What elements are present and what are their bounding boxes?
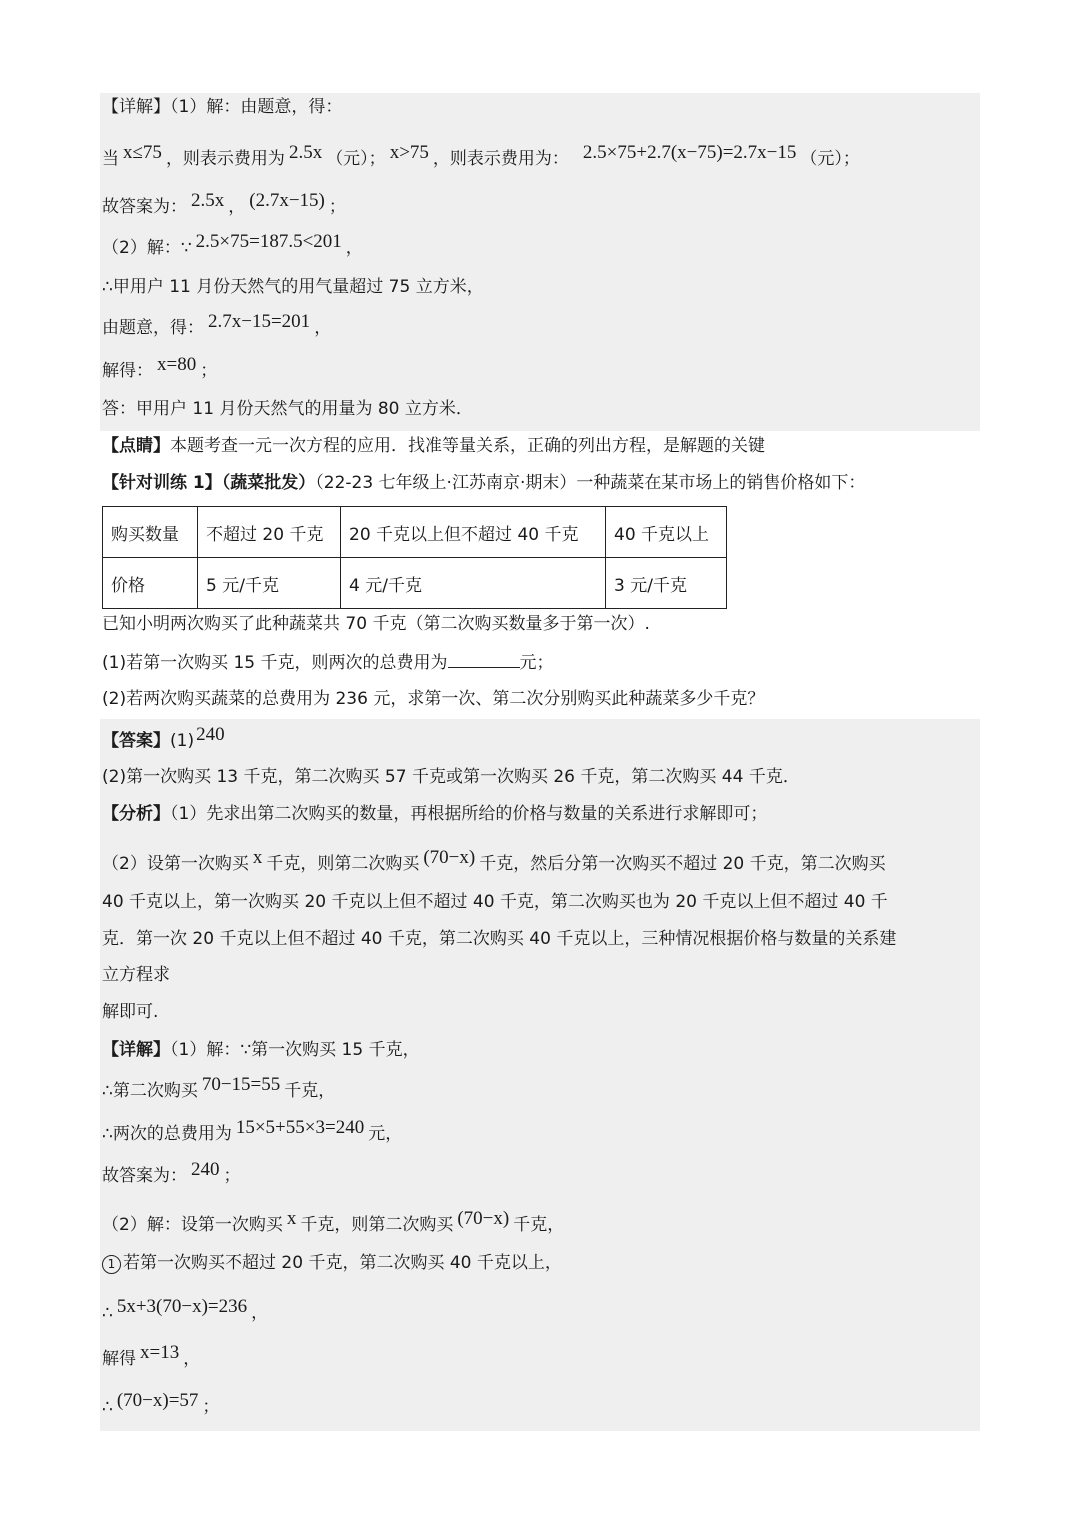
answer-blank — [448, 649, 520, 668]
table-cell: 40 千克以上 — [606, 507, 727, 558]
detail2-line-6: 1 若第一次购买不超过 20 千克，第二次购买 40 千克以上， — [102, 1250, 562, 1276]
table-cell: 不超过 20 千克 — [198, 507, 341, 558]
analysis-line-5: 立方程求 — [102, 965, 170, 985]
table-cell: 20 千克以上但不超过 40 千克 — [341, 507, 606, 558]
training-heading: 【针对训练 1】（蔬菜批发）（22-23 七年级上·江苏南京·期末）一种蔬菜在某市场上的销售价格如下： — [102, 473, 866, 493]
detail-line-2: 当 x≤75 ，则表示费用为 2.5x （元）； x>75 ，则表示费用为： 2.5×75+2.7(x−75)=2.7x−15 （元）； — [102, 142, 860, 169]
detail-line-3: 故答案为： 2.5x ， (2.7x−15) ； — [102, 190, 346, 217]
answer-line-1: 【答案】(1) 240 — [102, 724, 225, 751]
detail2-line-7: ∴ 5x+3(70−x)=236 ， — [102, 1296, 269, 1323]
detail2-line-9: ∴ (70−x)=57 ； — [102, 1390, 220, 1417]
detail2-line-4: 故答案为： 240 ； — [102, 1159, 241, 1186]
solution-block-1 — [100, 93, 980, 431]
analysis-line-6: 解即可. — [102, 1002, 159, 1022]
table-cell: 3 元/千克 — [606, 558, 727, 609]
detail-line-8: 答：甲用户 11 月份天然气的用量为 80 立方米． — [102, 399, 473, 419]
detail2-line-5: （2）解：设第一次购买 x 千克，则第二次购买 (70−x) 千克， — [102, 1208, 565, 1235]
table-row — [103, 558, 727, 609]
table-cell: 4 元/千克 — [341, 558, 606, 609]
detail2-line-8: 解得 x=13 ， — [102, 1342, 201, 1369]
detail-line-7: 解得： x=80 ； — [102, 354, 218, 381]
detail-line-1: 【详解】（1）解：由题意，得： — [102, 97, 343, 117]
answer-line-2: (2)第一次购买 13 千克，第二次购买 57 千克或第一次购买 26 千克，第二次购买 44 千克． — [102, 767, 800, 787]
table-cell: 5 元/千克 — [198, 558, 341, 609]
detail-line-4: （2）解：∵ 2.5×75=187.5<201 ， — [102, 231, 363, 258]
price-table — [102, 506, 727, 609]
detail2-line-2: ∴第二次购买 70−15=55 千克， — [102, 1074, 336, 1101]
circled-number: 1 — [102, 1255, 121, 1274]
detail-line-5: ∴甲用户 11 月份天然气的用气量超过 75 立方米， — [102, 277, 484, 297]
table-row — [103, 507, 727, 558]
detail-line-6: 由题意，得： 2.7x−15=201 ， — [102, 311, 332, 338]
table-cell: 购买数量 — [103, 507, 198, 558]
analysis-line-4: 克．第一次 20 千克以上但不超过 40 千克，第二次购买 40 千克以上，三种情况根据价格与数量的关系建 — [102, 929, 897, 949]
detail2-line-1: 【详解】（1）解：∵第一次购买 15 千克， — [102, 1040, 420, 1060]
analysis-line-1: 【分析】（1）先求出第二次购买的数量，再根据所给的价格与数量的关系进行求解即可； — [102, 804, 768, 824]
point-line: 【点睛】本题考查一元一次方程的应用．找准等量关系，正确的列出方程，是解题的关键 — [102, 436, 765, 456]
question-1: (1)若第一次购买 15 千克，则两次的总费用为 元； — [102, 649, 554, 675]
known-line: 已知小明两次购买了此种蔬菜共 70 千克（第二次购买数量多于第一次）. — [102, 614, 650, 634]
analysis-line-2: （2）设第一次购买 x 千克，则第二次购买 (70−x) 千克，然后分第一次购买不超过 20 千克，第二次购买 — [102, 847, 886, 874]
table-cell: 价格 — [103, 558, 198, 609]
question-2: (2)若两次购买蔬菜的总费用为 236 元，求第一次、第二次分别购买此种蔬菜多少千克？ — [102, 689, 765, 709]
analysis-line-3: 40 千克以上，第一次购买 20 千克以上但不超过 40 千克，第二次购买也为 20 千克以上但不超过 40 千 — [102, 892, 888, 912]
detail2-line-3: ∴两次的总费用为 15×5+55×3=240 元， — [102, 1117, 403, 1144]
